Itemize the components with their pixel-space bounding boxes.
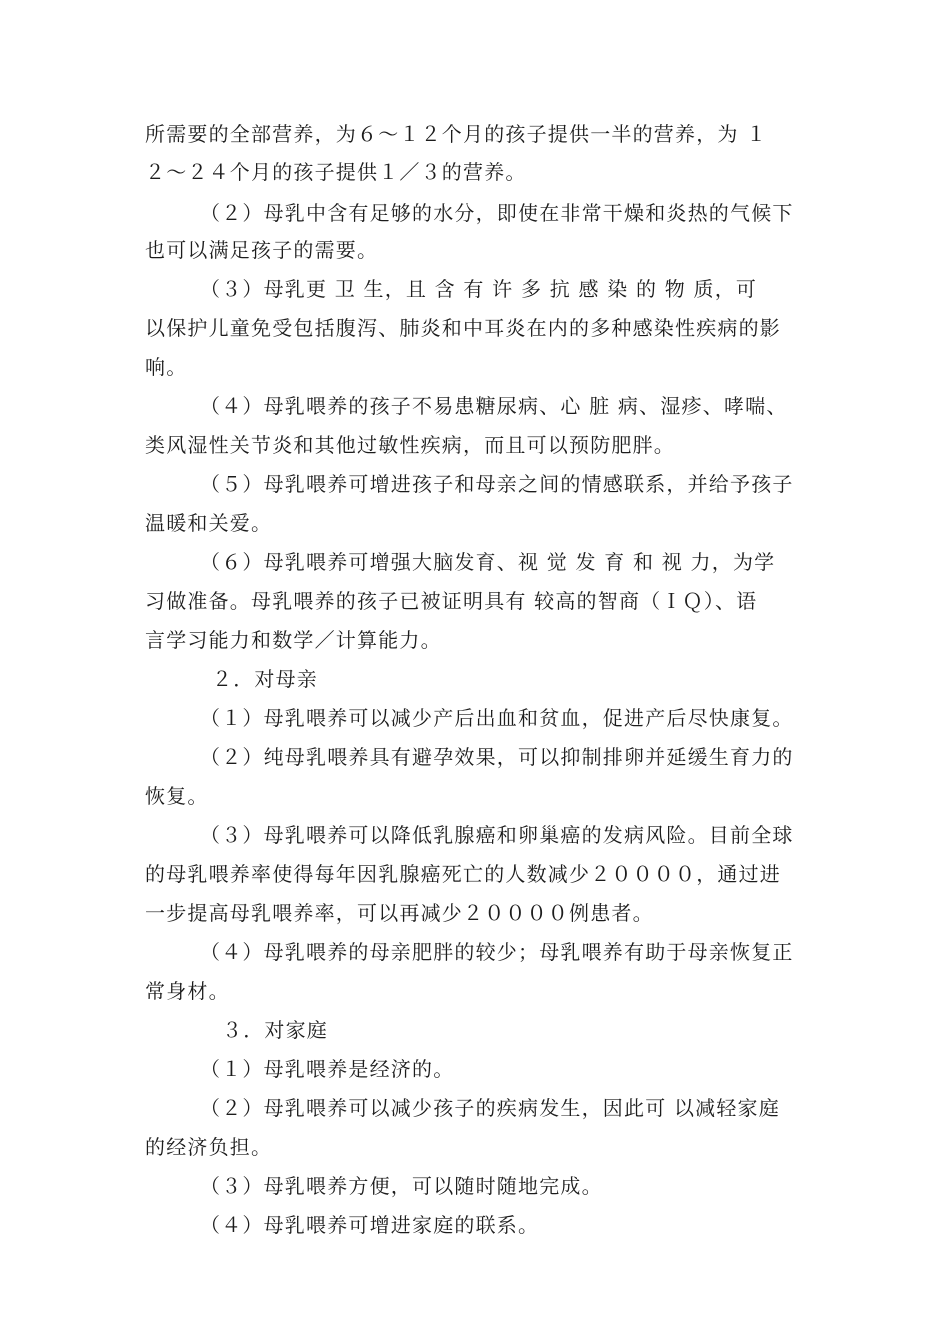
text-line: 恢复。 <box>145 784 209 808</box>
text-line: 习做准备。母乳喂养的孩子已被证明具有 较高的智商（ＩＱ）、语 <box>145 589 758 613</box>
text-line: （２）纯母乳喂养具有避孕效果，可以抑制排卵并延缓生育力的 <box>200 745 794 769</box>
text-line: （２）母乳喂养可以减少孩子的疾病发生，因此可 以减轻家庭 <box>200 1096 780 1120</box>
text-line: 一步提高母乳喂养率，可以再减少２００００例患者。 <box>145 901 654 925</box>
section-heading-mother: ２．对母亲 <box>212 667 318 691</box>
text-line: 以保护儿童免受包括腹泻、肺炎和中耳炎在内的多种感染性疾病的影 <box>145 316 781 340</box>
text-line: （２）母乳中含有足够的水分，即使在非常干燥和炎热的气候下 <box>200 201 794 225</box>
text-line: 响。 <box>145 355 188 379</box>
text-line: 常身材。 <box>145 979 230 1003</box>
text-line: （４）母乳喂养可增进家庭的联系。 <box>200 1213 540 1237</box>
text-line: （３）母乳喂养方便，可以随时随地完成。 <box>200 1174 603 1198</box>
text-line: （４）母乳喂养的母亲肥胖的较少；母乳喂养有助于母亲恢复正 <box>200 940 794 964</box>
text-line: （３）母乳喂养可以降低乳腺癌和卵巢癌的发病风险。目前全球 <box>200 823 794 847</box>
text-line: 温暖和关爱。 <box>145 511 273 535</box>
section-heading-family: ３．对家庭 <box>222 1018 328 1042</box>
text-line: （１）母乳喂养可以减少产后出血和贫血，促进产后尽快康复。 <box>200 706 794 730</box>
text-line: 的母乳喂养率使得每年因乳腺癌死亡的人数减少２００００，通过进 <box>145 862 781 886</box>
text-line: 类风湿性关节炎和其他过敏性疾病，而且可以预防肥胖。 <box>145 433 675 457</box>
text-line: 所需要的全部营养，为６～１２个月的孩子提供一半的营养，为 １ <box>145 122 768 146</box>
text-line: （６）母乳喂养可增强大脑发育、视 觉 发 育 和 视 力，为学 <box>200 550 776 574</box>
text-line: （４）母乳喂养的孩子不易患糖尿病、心 脏 病、湿疹、哮喘、 <box>200 394 788 418</box>
text-line: 也可以满足孩子的需要。 <box>145 238 379 262</box>
text-line: （３）母乳更 卫 生，且 含 有 许 多 抗 感 染 的 物 质，可 <box>200 277 758 301</box>
text-line: ２～２４个月的孩子提供１／３的营养。 <box>145 160 527 184</box>
text-line: （１）母乳喂养是经济的。 <box>200 1057 455 1081</box>
text-line: 言学习能力和数学／计算能力。 <box>145 628 442 652</box>
text-line: （５）母乳喂养可增进孩子和母亲之间的情感联系，并给予孩子 <box>200 472 794 496</box>
text-line: 的经济负担。 <box>145 1135 273 1159</box>
